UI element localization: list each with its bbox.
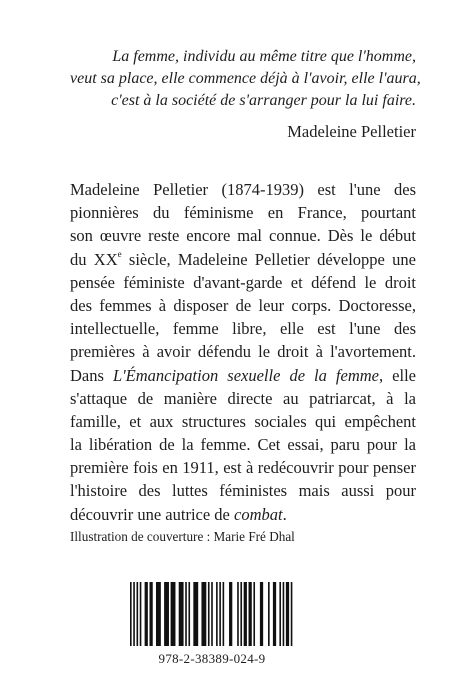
summary-line: intellectuelle, femme libre, elle est l'une des [70,319,416,339]
barcode-bar [188,582,190,646]
summary-line [70,248,416,271]
emphasis: combat [234,504,283,524]
quote-author: Madeleine Pelletier [287,122,416,141]
book-title: L'Émancipation sexuelle de la femme [112,365,379,385]
summary-line: pensée féministe d'avant-garde et défend le droit [70,272,416,292]
barcode-bar [240,582,242,646]
summary-line: Madeleine Pelletier (1874-1939) est l'une des [70,180,416,199]
barcode-bar [219,582,221,646]
summary-line: première fois en 1911, est à redécouvrir pour penser [70,458,416,478]
summary-line: famille, et aux structures sociales qui empêchent [70,411,416,431]
summary-text: , elle [379,365,416,385]
barcode-bar [211,582,213,646]
isbn-barcode [125,580,299,670]
century-superscript: e [117,248,122,259]
summary-text: siècle, Madeleine Pelletier développe une [121,249,416,269]
summary-line: son œuvre reste encore mal connue. Dès le début [70,226,416,246]
barcode-bar [140,582,142,646]
barcode-bar [164,582,169,646]
barcode-bar [201,582,206,646]
barcode-bar [149,582,152,646]
barcode-bars-icon [125,580,299,648]
summary-text: découvrir une autrice de [70,504,235,524]
barcode-bar [133,582,135,646]
barcode-bar [130,582,132,646]
barcode-bar [279,582,281,646]
quote-line: veut sa place, elle commence déjà à l'avoir, elle l'aura, [70,70,421,87]
summary-text: Dans [70,365,113,385]
summary-text: du XX [70,249,118,269]
barcode-bar [156,582,161,646]
barcode-bar [253,582,255,646]
summary-line: la libération de la femme. Cet essai, paru pour la [70,435,416,455]
barcode-bar [216,582,218,646]
quote-line: La femme, individu au même titre que l'homme, [112,48,416,65]
summary-line: s'attaque de manière directe au patriarcat, à la [70,388,416,408]
isbn-number: 978-2-38389-024-9 [158,651,266,666]
summary-line: premières à avoir défendu le droit à l'avortement. [70,342,416,362]
back-cover-summary [70,178,416,526]
barcode-bar [185,582,187,646]
summary-line [70,364,416,387]
barcode-bar [286,582,289,646]
barcode-bar [237,582,239,646]
barcode-bar [193,582,198,646]
summary-line: pionnières du féminisme en France, pourtant [70,203,416,223]
barcode-bar [291,582,293,646]
barcode-bar [145,582,148,646]
epigraph-quote [70,46,421,143]
barcode-bar [249,582,252,646]
barcode-bar [171,582,176,646]
summary-line: des femmes à disposer de leur corps. Doctoresse, [70,295,416,315]
cover-illustration-credit: Illustration de couverture : Marie Fré Dhal [70,529,295,544]
barcode-bar [229,582,232,646]
barcode-bar [273,582,276,646]
barcode-bar [208,582,210,646]
quote-line: c'est à la société de s'arranger pour la lui faire. [111,92,416,109]
summary-line [70,503,416,526]
barcode-bar [268,582,270,646]
barcode-bar [283,582,285,646]
barcode-bar [137,582,139,646]
barcode-bar [179,582,184,646]
barcode-bar [244,582,247,646]
barcode-bar [260,582,263,646]
barcode-bar [223,582,225,646]
summary-line: l'histoire des luttes féministes mais aussi pour [70,481,416,501]
summary-text: . [282,504,287,524]
